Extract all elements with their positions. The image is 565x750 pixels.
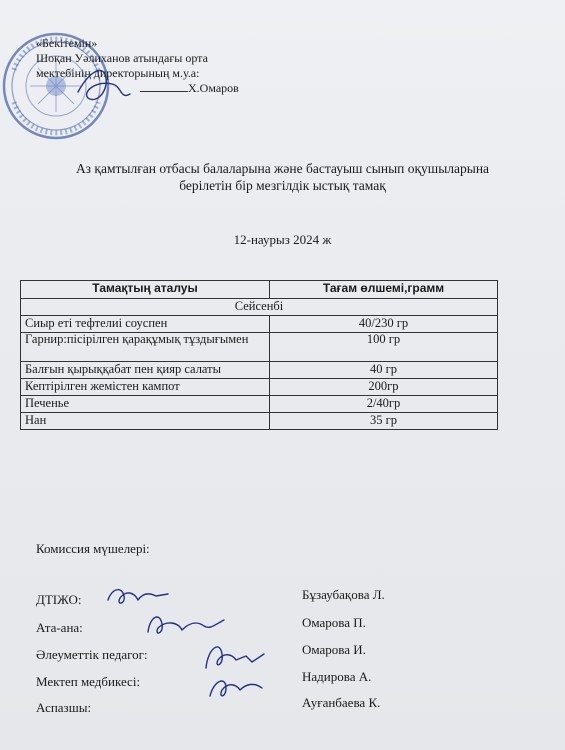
table-row (21, 316, 498, 333)
member-role-social-pedagogue: Әлеуметтік педагог: (36, 647, 148, 662)
signature-social-pedagogue (206, 647, 264, 668)
approval-position: мектебінің директорының м.у.а: (36, 66, 200, 80)
title-line-1: Аз қамтылған отбасы балаларына және бастауыш сынып оқушыларына (75, 161, 490, 176)
member-role-school-nurse: Мектеп медбикесі: (36, 674, 141, 689)
approval-director-line (36, 81, 239, 96)
member-name-social-pedagogue: Омарова И. (302, 642, 366, 657)
member-role-pe-teacher: ДТІЖО: (36, 592, 82, 607)
member-name-cook: Ауғанбаева К. (302, 695, 381, 710)
director-name: Х.Омаров (188, 81, 239, 95)
signature-school-nurse (210, 681, 262, 696)
approval-school: Шоқан Уәлиханов атындағы орта (36, 51, 208, 65)
dish-amount: 200гр (270, 379, 498, 396)
dish-name: Гарнир:пісірілген қарақұмық тұздығымен (21, 333, 270, 362)
dish-name: Балғын қырыққабат пен қияр салаты (21, 362, 270, 379)
table-row (21, 362, 498, 379)
page-title (20, 160, 545, 194)
dish-name: Кептірілген жемістен кампот (21, 379, 270, 396)
dish-amount: 40/230 гр (270, 316, 498, 333)
approval-block (36, 36, 239, 96)
table-row (21, 333, 498, 362)
signature-parent (148, 617, 224, 633)
title-line-2: берілетін бір мезгілдік ыстық тамақ (179, 178, 386, 193)
document-date: 12-наурыз 2024 ж (233, 232, 332, 247)
table-day-row (21, 299, 498, 316)
header-dish-name: Тамақтың аталуы (21, 281, 270, 299)
table-row (21, 379, 498, 396)
member-name-pe-teacher: Бұзаубақова Л. (302, 587, 385, 602)
dish-name: Печенье (21, 396, 270, 413)
dish-amount: 2/40гр (270, 396, 498, 413)
dish-name: Нан (21, 413, 270, 430)
signature-pe-teacher (108, 590, 168, 603)
dish-amount: 35 гр (270, 413, 498, 430)
member-role-parent: Ата-ана: (36, 620, 83, 635)
member-name-school-nurse: Надирова А. (302, 669, 372, 684)
table-row (21, 413, 498, 430)
header-portion: Тағам өлшемі,грамм (270, 281, 498, 299)
dish-amount: 100 гр (270, 333, 498, 362)
member-name-parent: Омарова П. (302, 615, 366, 630)
approval-heading: «Бекітемін» (36, 36, 98, 50)
table-header-row (21, 281, 498, 299)
member-role-cook: Аспазшы: (36, 700, 92, 715)
commission-heading: Комиссия мүшелері: (36, 541, 150, 556)
table-row (21, 396, 498, 413)
day-label: Сейсенбі (21, 299, 498, 316)
dish-amount: 40 гр (270, 362, 498, 379)
dish-name: Сиыр еті тефтелиі соуспен (21, 316, 270, 333)
menu-table (20, 280, 498, 430)
